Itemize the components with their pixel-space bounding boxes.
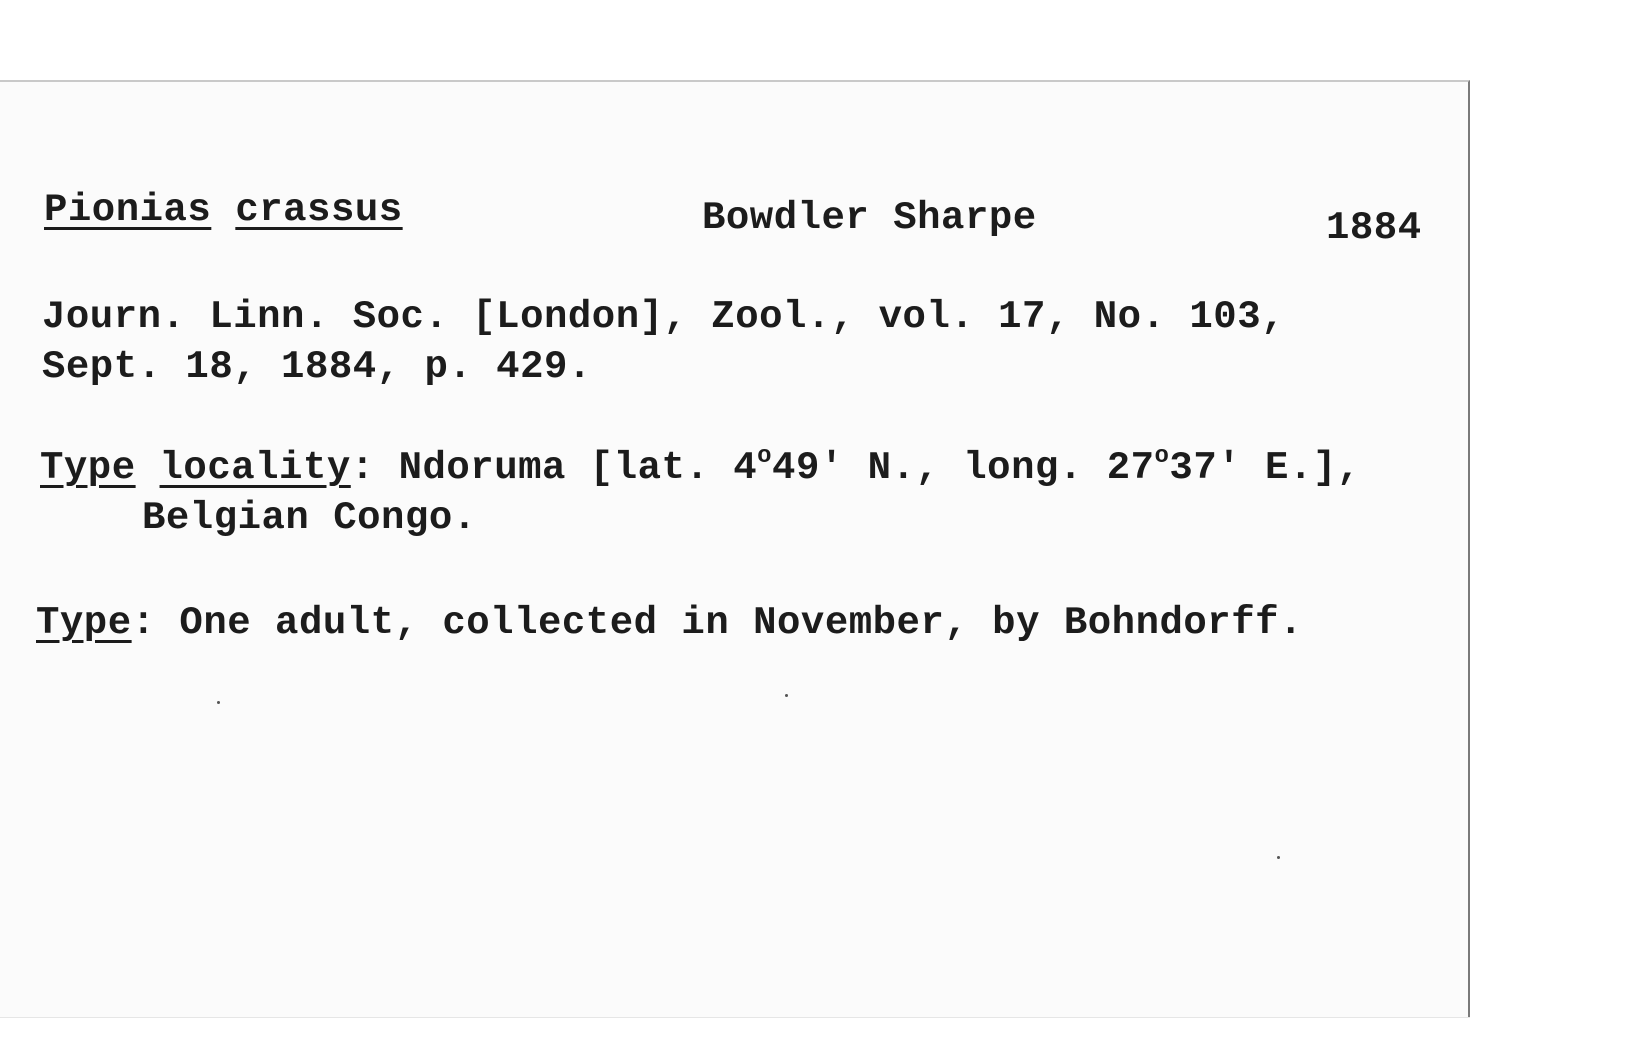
type-specimen-line bbox=[36, 598, 1303, 648]
degree-mark-lat: o bbox=[757, 443, 773, 470]
type-locality-label-type: Type bbox=[40, 446, 136, 490]
type-separator: : bbox=[131, 601, 156, 645]
type-label: Type bbox=[36, 601, 132, 645]
type-locality-line-1 bbox=[40, 443, 1361, 498]
type-locality-text-a: Ndoruma [lat. 4 bbox=[374, 446, 758, 490]
dust-speck bbox=[785, 694, 788, 697]
publication-year: 1884 bbox=[1326, 206, 1422, 250]
reference-line-2: Sept. 18, 1884, p. 429. bbox=[42, 345, 592, 389]
type-locality-text-c: 37' E.], bbox=[1169, 446, 1361, 490]
type-locality-separator: : bbox=[350, 446, 375, 490]
type-locality-text-b: 49' N., long. 27 bbox=[772, 446, 1155, 490]
reference-line-1: Journ. Linn. Soc. [London], Zool., vol. 17, No. 103, bbox=[42, 295, 1285, 339]
genus-name: Pionias bbox=[44, 188, 212, 232]
author-name: Bowdler Sharpe bbox=[702, 196, 1037, 240]
degree-mark-long: o bbox=[1154, 443, 1170, 470]
type-locality-label-locality: locality bbox=[159, 446, 351, 490]
dust-speck bbox=[217, 701, 220, 704]
type-locality-line-2: Belgian Congo. bbox=[142, 496, 477, 540]
specific-epithet: crassus bbox=[235, 188, 403, 232]
species-name bbox=[44, 185, 403, 235]
dust-speck bbox=[1277, 856, 1280, 859]
type-text: One adult, collected in November, by Bohndorff. bbox=[155, 601, 1303, 645]
